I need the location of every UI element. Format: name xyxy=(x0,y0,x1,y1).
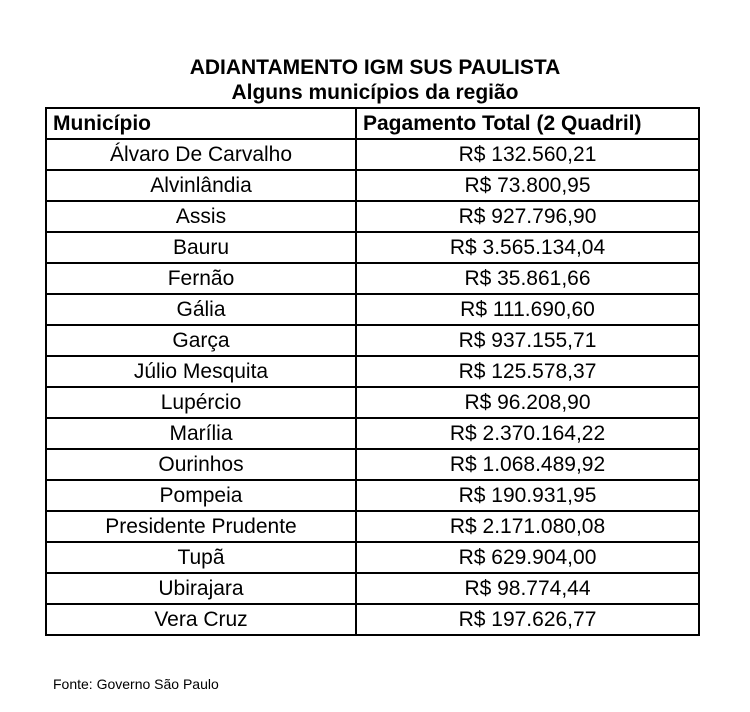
table-row xyxy=(46,511,699,542)
document-subtitle: Alguns municípios da região xyxy=(231,81,519,104)
table-row xyxy=(46,201,699,232)
municipio-cell: Bauru xyxy=(46,232,356,263)
municipio-cell: Lupércio xyxy=(46,387,356,418)
pagamento-cell: R$ 96.208,90 xyxy=(356,387,699,418)
table-row xyxy=(46,325,699,356)
municipio-cell: Tupã xyxy=(46,542,356,573)
municipio-cell: Álvaro De Carvalho xyxy=(46,139,356,170)
table-row xyxy=(46,139,699,170)
municipio-cell: Presidente Prudente xyxy=(46,511,356,542)
pagamento-cell: R$ 629.904,00 xyxy=(356,542,699,573)
municipio-cell: Garça xyxy=(46,325,356,356)
municipio-cell: Gália xyxy=(46,294,356,325)
pagamento-cell: R$ 937.155,71 xyxy=(356,325,699,356)
pagamento-cell: R$ 2.370.164,22 xyxy=(356,418,699,449)
payments-table xyxy=(45,107,700,636)
municipio-cell: Ubirajara xyxy=(46,573,356,604)
pagamento-cell: R$ 132.560,21 xyxy=(356,139,699,170)
source-note: Fonte: Governo São Paulo xyxy=(53,676,219,692)
pagamento-cell: R$ 3.565.134,04 xyxy=(356,232,699,263)
table-row xyxy=(46,387,699,418)
pagamento-cell: R$ 35.861,66 xyxy=(356,263,699,294)
pagamento-cell: R$ 111.690,60 xyxy=(356,294,699,325)
table-row xyxy=(46,294,699,325)
pagamento-cell: R$ 1.068.489,92 xyxy=(356,449,699,480)
municipio-cell: Marília xyxy=(46,418,356,449)
municipio-cell: Pompeia xyxy=(46,480,356,511)
municipio-cell: Assis xyxy=(46,201,356,232)
table-row xyxy=(46,573,699,604)
municipio-cell: Ourinhos xyxy=(46,449,356,480)
table-row xyxy=(46,604,699,635)
pagamento-cell: R$ 927.796,90 xyxy=(356,201,699,232)
table-row xyxy=(46,542,699,573)
pagamento-cell: R$ 197.626,77 xyxy=(356,604,699,635)
pagamento-cell: R$ 2.171.080,08 xyxy=(356,511,699,542)
table-row xyxy=(46,449,699,480)
pagamento-cell: R$ 73.800,95 xyxy=(356,170,699,201)
table-row xyxy=(46,356,699,387)
municipio-cell: Alvinlândia xyxy=(46,170,356,201)
table-row xyxy=(46,232,699,263)
pagamento-cell: R$ 98.774,44 xyxy=(356,573,699,604)
municipio-cell: Júlio Mesquita xyxy=(46,356,356,387)
header-municipio: Município xyxy=(46,108,356,139)
table-row xyxy=(46,170,699,201)
table-row xyxy=(46,418,699,449)
document-title: ADIANTAMENTO IGM SUS PAULISTA xyxy=(189,56,561,79)
table-header-row xyxy=(46,108,699,139)
header-pagamento-total: Pagamento Total (2 Quadril) xyxy=(356,108,699,139)
pagamento-cell: R$ 125.578,37 xyxy=(356,356,699,387)
municipio-cell: Vera Cruz xyxy=(46,604,356,635)
table-row xyxy=(46,263,699,294)
municipio-cell: Fernão xyxy=(46,263,356,294)
table-row xyxy=(46,480,699,511)
pagamento-cell: R$ 190.931,95 xyxy=(356,480,699,511)
